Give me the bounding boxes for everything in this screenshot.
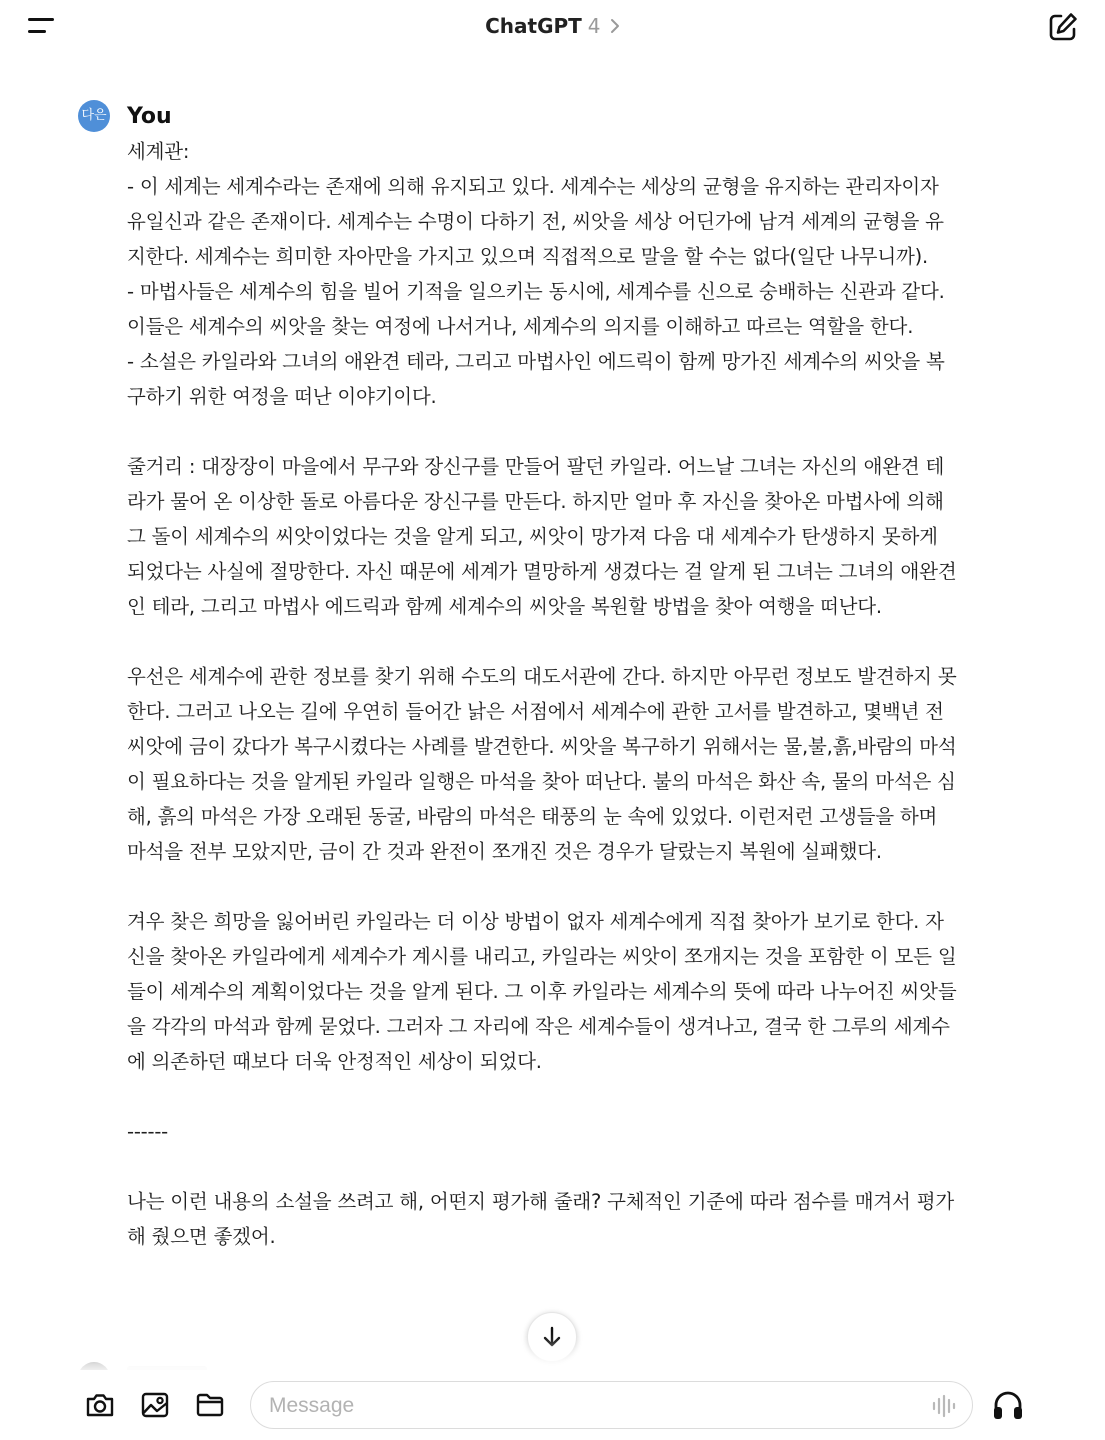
- voice-mode-button[interactable]: [990, 1388, 1026, 1422]
- chevron-right-icon: [610, 18, 620, 34]
- message-line: 이들은 세계수의 씨앗을 찾는 여정에 나서거나, 세계수의 의지를 이해하고 따르는 역할을 한다.: [127, 315, 914, 338]
- message-line: 되었다는 사실에 절망한다. 자신 때문에 세계가 멸망하게 생겼다는 걸 알게 된 그녀는 그녀의 애완견: [127, 560, 957, 583]
- message-input-wrapper: [250, 1381, 973, 1429]
- message-line: 구하기 위한 여정을 떠난 이야기이다.: [127, 385, 437, 408]
- message-line: 라가 물어 온 이상한 돌로 아름다운 장신구를 만든다. 하지만 얼마 후 자신을 찾아온 마법사에 의해: [127, 490, 944, 513]
- folder-icon: [198, 1395, 222, 1415]
- paragraph-gap: [127, 1149, 1017, 1184]
- app-title: ChatGPT: [485, 14, 582, 38]
- message-line: 이 필요하다는 것을 알게된 카일라 일행은 마석을 찾아 떠난다. 불의 마석은 화산 속, 물의 마석은 심: [127, 770, 956, 793]
- paragraph-gap: [127, 1079, 1017, 1114]
- message-line: 나는 이런 내용의 소설을 쓰려고 해, 어떤지 평가해 줄래? 구체적인 기준에 따라 점수를 매겨서 평가: [127, 1190, 954, 1213]
- message-author: You: [127, 104, 172, 129]
- message-line: 을 각각의 마석과 함께 묻었다. 그러자 그 자리에 작은 세계수들이 생겨나고, 결국 한 그루의 세계수: [127, 1015, 950, 1038]
- paragraph-gap: [127, 624, 1017, 659]
- files-button[interactable]: [194, 1389, 226, 1421]
- message-line: 한다. 그러고 나오는 길에 우연히 들어간 낡은 서점에서 세계수에 관한 고서를 발견하고, 몇백년 전: [127, 700, 944, 723]
- message-line: 그 돌이 세계수의 씨앗이었다는 것을 알게 되고, 씨앗이 망가져 다음 대 세계수가 탄생하지 못하게: [127, 525, 938, 548]
- model-selector[interactable]: [0, 12, 1105, 40]
- waveform-icon[interactable]: [931, 1394, 957, 1418]
- photo-icon: [143, 1394, 167, 1416]
- headphones-icon: [994, 1393, 1022, 1419]
- message-line: - 마법사들은 세계수의 힘을 빌어 기적을 일으키는 동시에, 세계수를 신으로 숭배하는 신관과 같다.: [127, 280, 945, 303]
- paragraph-gap: [127, 414, 1017, 449]
- camera-button[interactable]: [84, 1389, 116, 1421]
- photo-library-button[interactable]: [139, 1389, 171, 1421]
- message-input[interactable]: [267, 1388, 911, 1424]
- message-line: 인 테라, 그리고 마법사 에드릭과 함께 세계수의 씨앗을 복원할 방법을 찾아 여행을 떠난다.: [127, 595, 882, 618]
- user-avatar: 다은: [78, 100, 110, 132]
- camera-icon: [88, 1396, 112, 1416]
- message-line: 신을 찾아온 카일라에게 세계수가 계시를 내리고, 카일라는 씨앗이 쪼개지는 것을 포함한 이 모든 일: [127, 945, 957, 968]
- message-line: 에 의존하던 때보다 더욱 안정적인 세상이 되었다.: [127, 1050, 542, 1073]
- message-line: 들이 세계수의 계획이었다는 것을 알게 된다. 그 이후 카일라는 세계수의 뜻에 따라 나누어진 씨앗들: [127, 980, 957, 1003]
- message-line: 씨앗에 금이 갔다가 복구시켰다는 사례를 발견한다. 씨앗을 복구하기 위해서는 물,불,흙,바람의 마석: [127, 735, 957, 758]
- new-chat-button[interactable]: [1046, 10, 1080, 44]
- arrow-down-icon: [541, 1326, 563, 1348]
- message-line: - 소설은 카일라와 그녀의 애완견 테라, 그리고 마법사인 에드릭이 함께 망가진 세계수의 씨앗을 복: [127, 350, 945, 373]
- message-line: 우선은 세계수에 관한 정보를 찾기 위해 수도의 대도서관에 간다. 하지만 아무런 정보도 발견하지 못: [127, 665, 957, 688]
- paragraph-gap: [127, 869, 1017, 904]
- top-bar: [0, 0, 1105, 56]
- message-line: 줄거리 : 대장장이 마을에서 무구와 장신구를 만들어 팔던 카일라. 어느날 그녀는 자신의 애완견 테: [127, 455, 945, 478]
- message-line: 해 줬으면 좋겠어.: [127, 1225, 276, 1248]
- message-line: ------: [127, 1120, 169, 1143]
- scroll-to-bottom-button[interactable]: [527, 1312, 577, 1362]
- user-message-text: [127, 134, 1017, 1254]
- composer-bar: [0, 1370, 1105, 1440]
- message-line: 세계관:: [127, 140, 190, 163]
- message-line: 해, 흙의 마석은 가장 오래된 동굴, 바람의 마석은 태풍의 눈 속에 있었다. 이런저런 고생들을 하며: [127, 805, 938, 828]
- message-line: - 이 세계는 세계수라는 존재에 의해 유지되고 있다. 세계수는 세상의 균형을 유지하는 관리자이자: [127, 175, 939, 198]
- message-line: 마석을 전부 모았지만, 금이 간 것과 완전이 쪼개진 것은 경우가 달랐는지 복원에 실패했다.: [127, 840, 882, 863]
- message-line: 유일신과 같은 존재이다. 세계수는 수명이 다하기 전, 씨앗을 세상 어딘가에 남겨 세계의 균형을 유: [127, 210, 944, 233]
- message-line: 겨우 찾은 희망을 잃어버린 카일라는 더 이상 방법이 없자 세계수에게 직접 찾아가 보기로 한다. 자: [127, 910, 944, 933]
- message-line: 지한다. 세계수는 희미한 자아만을 가지고 있으며 직접적으로 말을 할 수는 없다(일단 나무니까).: [127, 245, 929, 268]
- compose-icon: [1051, 15, 1076, 40]
- model-version: 4: [587, 14, 601, 38]
